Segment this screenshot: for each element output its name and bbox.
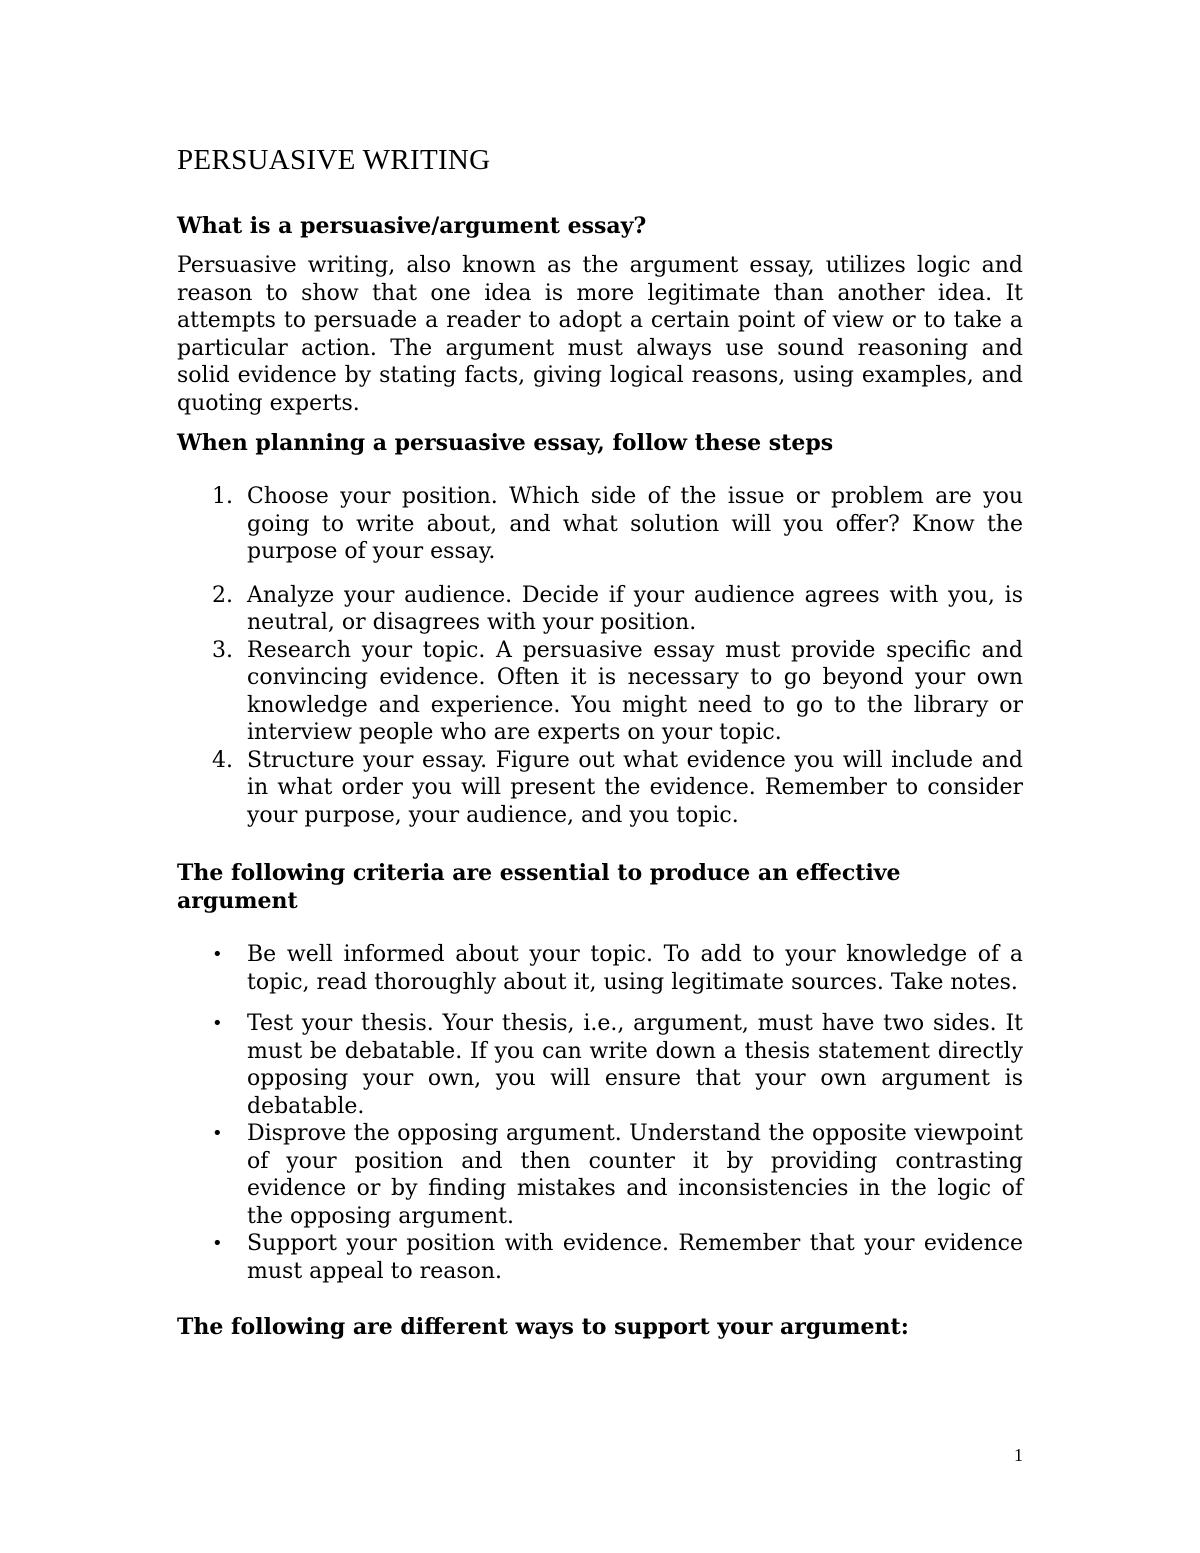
list-item xyxy=(177,582,1023,637)
list-item-text: Analyze your audience. Decide if your audience agrees with you, is neutral, or disagrees with your position. xyxy=(247,582,1023,635)
list-item-text: Choose your position. Which side of the issue or problem are you going to write about, and what solution will you offer? Know the purpose of your essay. xyxy=(247,484,1023,564)
page-number: 1 xyxy=(1014,1445,1023,1465)
list-number: 2. xyxy=(212,582,233,608)
list-item xyxy=(177,483,1023,566)
bullet-icon: • xyxy=(212,1123,223,1144)
section-heading-what: What is a persuasive/argument essay? xyxy=(177,213,647,239)
list-item-text: Be well informed about your topic. To add to your knowledge of a topic, read thoroughly about it, using legitimate sources. Take notes. xyxy=(247,942,1023,995)
bullet-icon: • xyxy=(212,944,223,965)
list-item-text: Disprove the opposing argument. Understand the opposite viewpoint of your position and then counter it by providing contrasting evidence or by finding mistakes and inconsistencies in the logic of the opposing argument. xyxy=(247,1121,1023,1229)
list-item-text: Test your thesis. Your thesis, i.e., argument, must have two sides. It must be debatable. If you can write down a thesis statement directly opposing your own, you will ensure that your own argument is debatable. xyxy=(247,1011,1023,1119)
intro-paragraph: Persuasive writing, also known as the argument essay, utilizes logic and reason to show that one idea is more legitimate than another idea. It attempts to persuade a reader to adopt a certain point of view or to take a particular action. The argument must always use sound reasoning and solid evidence by stating facts, giving logical reasons, using examples, and quoting experts. xyxy=(177,253,1023,416)
section-heading-planning: When planning a persuasive essay, follow these steps xyxy=(177,430,834,456)
list-item-text: Support your position with evidence. Remember that your evidence must appeal to reason. xyxy=(247,1231,1023,1284)
list-item xyxy=(177,1230,1023,1285)
planning-steps-list xyxy=(177,483,1023,829)
document-title: PERSUASIVE WRITING xyxy=(177,144,491,176)
section-heading-support: The following are different ways to support your argument: xyxy=(177,1314,909,1340)
list-item-text: Research your topic. A persuasive essay must provide specific and convincing evidence. Often it is necessary to go beyond your own knowledge and experience. You might need to go to the library or interview people who are experts on your topic. xyxy=(247,637,1023,745)
list-item-text: Structure your essay. Figure out what evidence you will include and in what order you will present the evidence. Remember to consider your purpose, your audience, and you topic. xyxy=(247,747,1023,828)
list-item xyxy=(177,637,1023,747)
list-item xyxy=(177,1120,1023,1230)
bullet-icon: • xyxy=(212,1013,223,1034)
list-item xyxy=(177,941,1023,996)
list-item xyxy=(177,747,1023,830)
list-item xyxy=(177,1010,1023,1120)
section-heading-criteria: The following criteria are essential to produce an effective argument xyxy=(177,860,901,914)
criteria-list xyxy=(177,941,1023,1285)
document-body xyxy=(177,140,1023,1341)
list-number: 1. xyxy=(212,484,233,509)
list-number: 3. xyxy=(212,637,233,663)
bullet-icon: • xyxy=(212,1233,223,1254)
list-number: 4. xyxy=(212,747,233,773)
